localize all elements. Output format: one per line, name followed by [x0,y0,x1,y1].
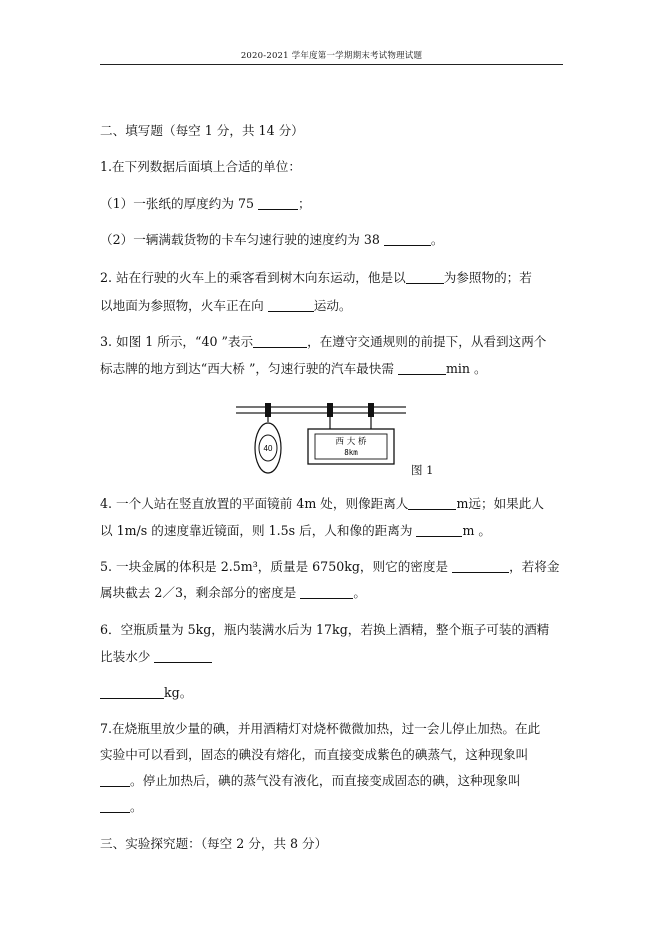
q6-line1: 6．空瓶质量为 5kg，瓶内装满水后为 17kg，若换上酒精，整个瓶子可装的酒精 [100,622,550,637]
answer-blank[interactable] [398,362,446,375]
section-2-title: 二、填写题（每空 1 分，共 14 分） [100,123,304,138]
q1-stem: 1.在下列数据后面填上合适的单位： [100,159,301,174]
sign-distance: 8km [344,448,358,457]
sign-place-name: 西 大 桥 [335,437,367,447]
answer-blank[interactable] [452,560,509,573]
q5-line2: 属块截去 2／3，剩余部分的密度是 。 [100,585,366,600]
answer-blank[interactable] [268,299,314,312]
figure-label: 图 1 [411,463,434,477]
q7-line1: 7.在烧瓶里放少量的碘，并用酒精灯对烧杯微微加热，过一会儿停止加热。在此 [100,721,541,736]
q1-part2: （2）一辆满载货物的卡车匀速行驶的速度约为 38 。 [100,232,444,247]
answer-blank[interactable] [100,774,130,787]
answer-blank[interactable] [416,524,462,537]
answer-blank[interactable] [300,586,353,599]
sign-bracket [368,403,374,417]
q5-line1: 5. 一块金属的体积是 2.5m³，质量是 6750kg，则它的密度是 ，若将金 [100,559,560,574]
q3-line1: 3. 如图 1 所示，“40 ”表示 ，在遵守交通规则的前提下，从看到这两个 [100,334,547,349]
answer-blank[interactable] [154,650,212,663]
q2-line1: 2. 站在行驶的火车上的乘客看到树木向东运动，他是以 为参照物的；若 [100,270,532,285]
header-rule [100,64,563,65]
q3-line2: 标志牌的地方到达“西大桥 ”，匀速行驶的汽车最快需 min 。 [100,361,487,376]
sign-bracket [327,403,333,417]
answer-blank[interactable] [253,335,307,348]
answer-blank[interactable] [406,271,444,284]
answer-blank[interactable] [408,497,456,510]
answer-blank[interactable] [100,800,130,813]
answer-blank[interactable] [100,686,164,699]
q4-line1: 4. 一个人站在竖直放置的平面镜前 4m 处，则像距离人 m远；如果此人 [100,496,544,511]
page-header: 2020-2021 学年度第一学期期末考试物理试题 [240,51,423,61]
q6-line3: kg。 [100,685,192,701]
sign-bracket [265,403,271,417]
speed-limit-value: 40 [263,444,273,453]
q1-part1: （1）一张纸的厚度约为 75 ； [100,196,311,211]
section-3-title: 三、实验探究题：（每空 2 分，共 8 分） [100,836,328,851]
q4-line2: 以 1m/s 的速度靠近镜面，则 1.5s 后，人和像的距离为 m 。 [100,523,491,538]
answer-blank[interactable] [384,233,431,246]
q2-line2: 以地面为参照物，火车正在向 运动。 [100,298,352,313]
q6-line2: 比装水少 [100,649,212,665]
q7-line3: 。停止加热后，碘的蒸气没有液化，而直接变成固态的碘，这种现象叫 [100,773,520,789]
answer-blank[interactable] [258,197,298,210]
q7-line4: 。 [100,799,143,815]
q7-line2: 实验中可以看到，固态的碘没有熔化，而直接变成紫色的碘蒸气，这种现象叫 [100,747,529,762]
